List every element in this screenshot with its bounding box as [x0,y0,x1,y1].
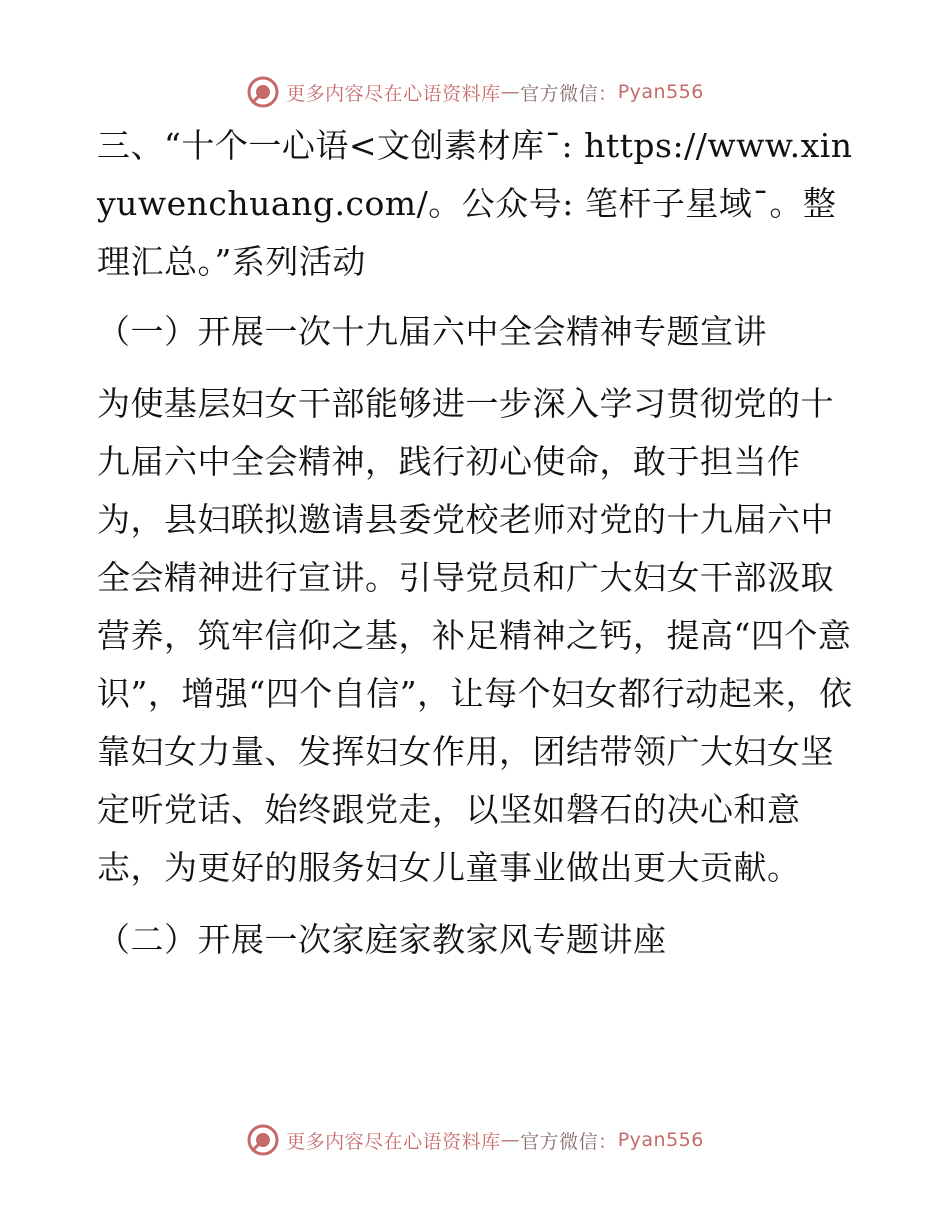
header-watermark [0,72,950,112]
watermark-text: 更多内容尽在心语资料库 [286,82,501,105]
seal-logo-icon [246,75,280,109]
section-title: 三、“十个一心语<文创素材库¯: https://www.xinyuwenchuang.com/。公众号: 笔杆子星域¯。整理汇总。”系列活动 [97,126,853,281]
watermark-separator: — [500,1129,521,1151]
subsection-2-title: （二）开展一次家庭家教家风专题讲座 [97,920,667,959]
watermark-id: Pyan556 [617,1129,704,1151]
subsection-1-title: （一）开展一次十九届六中全会精神专题宣讲 [97,312,767,351]
watermark-separator: — [500,81,521,103]
watermark-label: 官方微信： [520,1130,618,1153]
watermark-text: 更多内容尽在心语资料库 [286,1130,501,1153]
watermark-label: 官方微信： [520,82,618,105]
subsection-1-body: 为使基层妇女干部能够进一步深入学习贯彻党的十九届六中全会精神，践行初心使命，敢于担当作为，县妇联拟邀请县委党校老师对党的十九届六中全会精神进行宣讲。引导党员和广大妇女干部汲取营养，筑牢信仰之基，补足精神之钙，提高“四个意识”，增强“四个自信”，让每个妇女都行动起来，依靠妇女力量、发挥妇女作用，团结带领广大妇女坚定听党话、始终跟党走，以坚如磐石的决心和意志，为更好的服务妇女儿童事业做出更大贡献。 [97,384,853,887]
watermark-id: Pyan556 [617,81,704,103]
document-body [97,117,857,969]
seal-logo-icon [246,1123,280,1157]
footer-watermark [0,1120,950,1160]
